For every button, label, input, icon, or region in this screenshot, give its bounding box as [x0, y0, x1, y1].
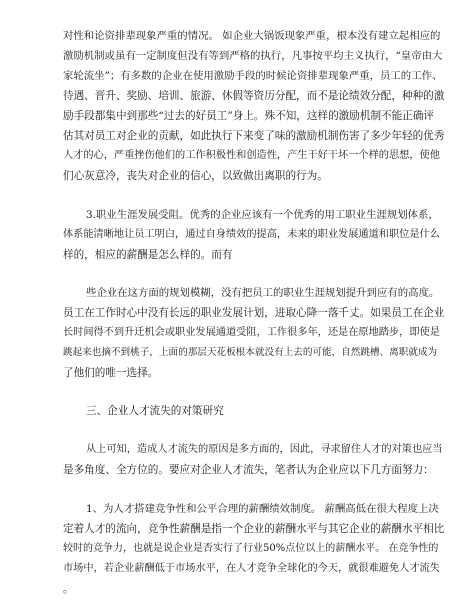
- text-line: 定着人才的流向，竞争性薪酬是指一个企业的薪酬水平与其它企业的薪酬水平相比: [63, 523, 445, 535]
- text-line: 市场中，若企业薪酬低于市场水平，在人才竞争全球化的今天，就很难避免人才流失: [63, 563, 440, 574]
- text-line: 激励机制或虽有一定制度但没有等到严格的执行，凡事按平均主义执行，“皇帝由大: [63, 50, 443, 62]
- text-line: 是多角度、全方位的。要应对企业人才流失，笔者认为企业应以下几方面努力：: [63, 464, 434, 476]
- text-line: 待遇、晋升、奖励、培训、旅游、休假等资历分配，而不是论绩效分配，种种的激: [63, 90, 445, 102]
- text-line: 从上可知，造成人才流失的原因是多方面的，因此，寻求留住人才的对策也应当: [86, 444, 443, 455]
- section-heading: 三、企业人才流失的对策研究: [86, 405, 224, 417]
- text-line: 1、为人才搭建竞争性和公平合理的薪酬绩效制度。 薪酬高低在很大程度上决: [86, 503, 439, 515]
- text-line: 体系能清晰地让员工明白，通过自身绩效的提高，未来的职业发展通道和职位是什么: [63, 229, 440, 240]
- text-line: 对性和论资排辈现象严重的情况。 如企业大锅饭现象严重，根本没有建立起相应的: [63, 30, 441, 42]
- text-line: 了他们的唯一选择。: [63, 367, 159, 379]
- text-line: 家轮流坐”；有多数的企业在使用激励手段的时候论资排辈现象严重，员工的工作、: [63, 70, 443, 82]
- text-line: 样的，相应的薪酬是怎么样的。而有: [63, 249, 233, 261]
- text-line: 人才的心，严重挫伤他们的工作积极性和创造性，产生干好干坏一个样的思想，使他: [63, 150, 440, 161]
- text-line: 励手段都集中到那些“过去的好员工”身上。殊不知，这样的激励机制不能正确评: [63, 110, 435, 122]
- text-line: 较时的竞争力，也就是说企业是否实行了行业50%点位以上的薪酬水平。 在竞争性的: [63, 543, 439, 554]
- text-line: 长时间得不到升迁机会或职业发展通道受阻，工作很多年，还是在原地踏步，即使是: [63, 327, 440, 338]
- text-line: 些企业在这方面的规划模糊，没有把员工的职业生涯规划提升到应有的高度。: [86, 287, 440, 299]
- text-line: 员工在工作时心中没有长远的职业发展计划，进取心降一落千丈。如果员工在企业: [63, 307, 445, 319]
- text-line: 估其对员工对企业的贡献，如此执行下来变了味的激励机制伤害了多少年轻的优秀: [63, 130, 445, 142]
- text-line: 3.职业生涯发展受阻。优秀的企业应该有一个优秀的用工职业生涯规划体系，: [86, 209, 439, 221]
- text-line: 。: [63, 583, 74, 595]
- text-line: 跳起来也摘不到桃子，上面的那层天花板根本就没有上去的可能，自然跳槽、离职就成为: [63, 347, 438, 358]
- text-line: 们心灰意冷，丧失对企业的信心，以致做出离职的行为。: [63, 170, 328, 182]
